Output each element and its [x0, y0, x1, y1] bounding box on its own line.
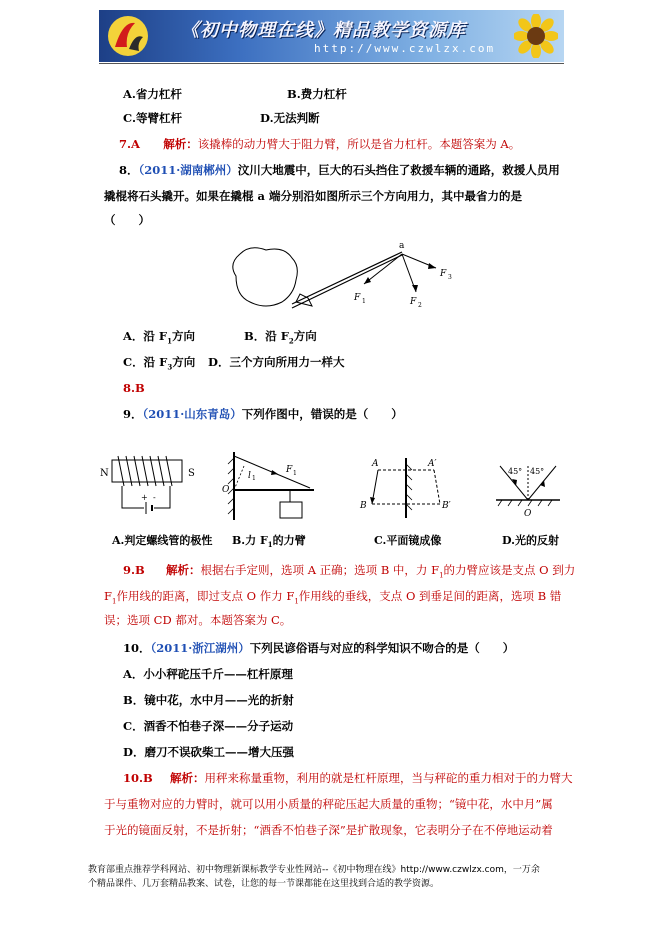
- q9-fig-b-l1: l: [248, 471, 251, 481]
- q9-fig-a-minus: -: [153, 493, 156, 502]
- q8-number: 8．: [119, 163, 139, 177]
- q9-caption-c: C.平面镜成像: [374, 534, 442, 547]
- q8-option-d: D．三个方向所用力一样大: [208, 355, 345, 369]
- q9-analysis-line2: $F_1$作用线的距离，即过支点 O 作力 $F_1$作用线的垂线，支点 O 到垂足间的距离，选项 B 错: [104, 589, 562, 606]
- q10-answer: 10.B: [123, 771, 153, 785]
- q8-fig-label-a: a: [399, 241, 405, 251]
- q10-option-c: C．酒香不怕巷子深——分子运动: [123, 719, 294, 733]
- q9-analysis-line3: 误；选项 CD 都对。本题答案为 C。: [104, 613, 292, 627]
- q10-stem-text: 下列民谚俗语与对应的科学知识不吻合的是（ ）: [249, 641, 515, 655]
- q9-fig-c-a-prime: A′: [428, 459, 437, 469]
- q9-fig-a-plus: +: [141, 493, 148, 502]
- q8-answer: 8.B: [123, 381, 145, 395]
- q9-caption-b: B.力 $F_1$的力臂: [232, 534, 306, 550]
- q10-stem: [123, 640, 514, 656]
- q9-caption-a: A.判定螺线管的极性: [112, 534, 213, 547]
- header-rule: [99, 63, 564, 64]
- q7-answer-line: [119, 136, 520, 152]
- q9-analysis-line1: 9.B 解析：根据右手定则，选项 A 正确；选项 B 中，力 $F_1$的力臂应该是支点 O 到力: [123, 563, 576, 580]
- q8-option-a: A．沿 $F_1$方向: [123, 329, 195, 346]
- q9-fig-a-n: N: [100, 468, 109, 479]
- svg-text:1: 1: [293, 470, 297, 477]
- q9-stem-text: 下列作图中，错误的是（ ）: [241, 407, 403, 421]
- svg-text:1: 1: [252, 475, 256, 482]
- q7-analysis-text: 该撬棒的动力臂大于阻力臂，所以是省力杠杆。本题答案为 A。: [197, 137, 521, 151]
- q9-figure-b-lever: [220, 448, 330, 528]
- header-banner: [99, 10, 564, 62]
- sunflower-icon: [514, 14, 558, 58]
- q8-stem-text1: 汶川大地震中，巨大的石头挡住了救援车辆的通路，救援人员用: [237, 163, 560, 177]
- banner-url[interactable]: http://www.czwlzx.com: [314, 42, 496, 55]
- q9-analysis-label: 解析：: [166, 563, 201, 577]
- q9-number: 9．: [123, 407, 143, 421]
- q7-analysis-label: 解析：: [163, 137, 198, 151]
- q8-fig-label-f1: F: [354, 293, 361, 303]
- q7-answer: 7.A: [119, 137, 140, 151]
- q8-stem-line2: 撬棍将石头撬开。如果在撬棍 a 端分别沿如图所示三个方向用力，其中最省力的是: [104, 189, 522, 203]
- q9-fig-d-o: O: [524, 509, 532, 519]
- q10-analysis-label: 解析：: [170, 771, 205, 785]
- q9-stem: [123, 406, 403, 422]
- q8-stem-line3: （ ）: [104, 213, 150, 227]
- q9-fig-a-s: S: [188, 468, 195, 479]
- q10-number: 10．: [123, 641, 151, 655]
- q9-answer: 9.B: [123, 563, 145, 577]
- q9-fig-c-b: B: [360, 501, 367, 511]
- svg-text:2: 2: [418, 302, 422, 309]
- q9-figure-d-reflection: [492, 460, 564, 522]
- q9-source: （2011·山东青岛）: [142, 407, 242, 421]
- q10-source: （2011·浙江湖州）: [150, 641, 250, 655]
- q9-fig-b-o: O: [222, 485, 230, 495]
- q8-stem-line1: [119, 162, 560, 178]
- q8-option-c: C．沿 $F_3$方向: [123, 355, 196, 372]
- q7-option-c: C.等臂杠杆: [123, 111, 182, 125]
- q8-lever-figure: [226, 236, 456, 316]
- q8-option-b: B．沿 $F_2$方向: [244, 329, 317, 346]
- q9-figure-c-mirror: [358, 456, 458, 520]
- q9-fig-b-f1: F: [286, 465, 293, 475]
- q7-option-b: B.费力杠杆: [287, 87, 347, 101]
- q10-option-b: B．镜中花，水中月——光的折射: [123, 693, 294, 707]
- site-logo-icon: [105, 13, 151, 59]
- q10-analysis-line2: 于与重物对应的力臂时，就可以用小质量的秤砣压起大质量的重物；“镜中花，水中月”属: [104, 797, 553, 811]
- q10-analysis-line3: 于光的镜面反射，不是折射；“酒香不怕巷子深”是扩散现象，它表明分子在不停地运动着: [104, 823, 553, 837]
- q10-option-d: D．磨刀不误砍柴工——增大压强: [123, 745, 294, 759]
- q8-fig-label-f2: F: [410, 297, 417, 307]
- q9-fig-d-angle2: 45°: [530, 467, 545, 476]
- svg-text:3: 3: [448, 274, 452, 281]
- q7-option-a: A.省力杠杆: [123, 87, 182, 101]
- q10-analysis-line1: 10.B 解析：用秤来称量重物，利用的就是杠杆原理，当与秤砣的重力相对于的力臂大: [123, 771, 573, 785]
- q9-figure-a-solenoid: [98, 452, 208, 522]
- q8-source: （2011·湖南郴州）: [138, 163, 238, 177]
- q7-option-d: D.无法判断: [260, 111, 320, 125]
- footer-line2: 个精品课件、几万套精品教案、试卷，让您的每一节课都能在这里找到合适的教学资源。: [88, 879, 440, 889]
- q8-fig-label-f3: F: [440, 269, 447, 279]
- q10-option-a: A．小小秤砣压千斤——杠杆原理: [123, 667, 293, 681]
- q9-fig-c-a: A: [372, 459, 379, 469]
- q9-fig-d-angle1: 45°: [508, 467, 523, 476]
- svg-text:1: 1: [362, 298, 366, 305]
- footer-line1: 教育部重点推荐学科网站、初中物理新课标教学专业性网站--《初中物理在线》http://www.czwlzx.com，一万余: [88, 865, 540, 875]
- q9-fig-c-b-prime: B′: [442, 501, 451, 511]
- q9-caption-d: D.光的反射: [502, 534, 559, 547]
- banner-title: 《初中物理在线》精品教学资源库: [181, 20, 466, 41]
